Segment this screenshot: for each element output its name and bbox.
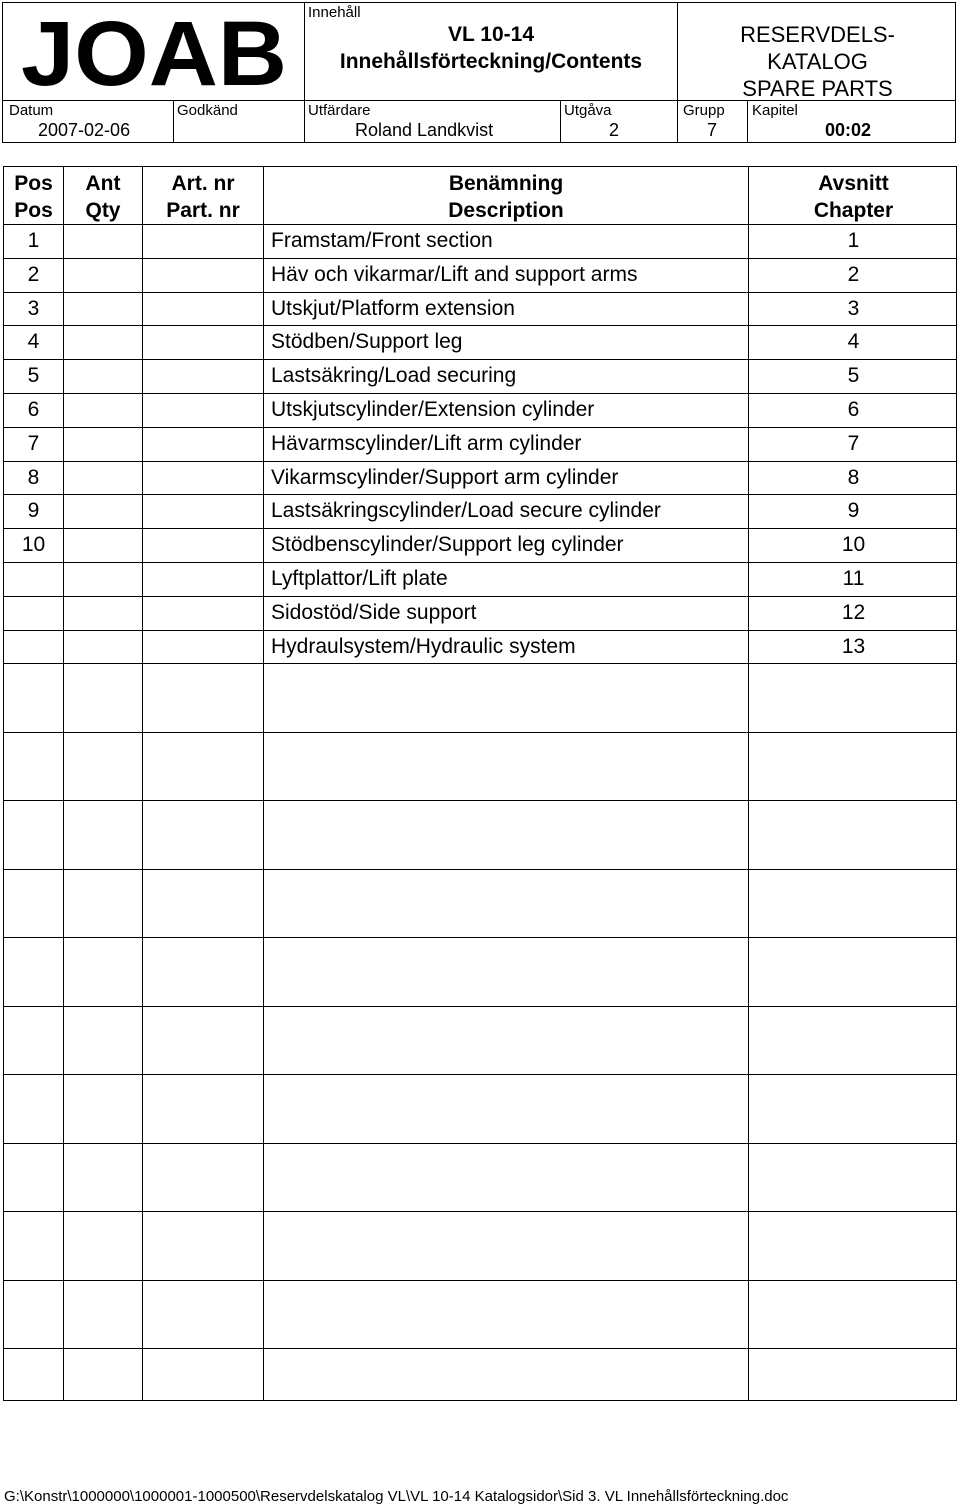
- row-chapter: 13: [841, 634, 866, 658]
- logo-text: JOAB: [21, 13, 287, 91]
- catalog-line1: RESERVDELS-: [740, 22, 895, 47]
- row-chapter: 4: [847, 330, 860, 354]
- row-chapter: 9: [847, 499, 860, 523]
- row-pos: 8: [27, 465, 40, 489]
- header-description: Benämning Description: [448, 172, 564, 222]
- row-chapter: 6: [847, 398, 860, 421]
- row-description: Hävarmscylinder/Lift arm cylinder: [271, 431, 582, 455]
- header-chapter: Avsnitt Chapter: [813, 172, 894, 222]
- row-description: Vikarmscylinder/Support arm cylinder: [271, 465, 619, 489]
- contents-table: [3, 166, 957, 1401]
- empty-row-divider: [4, 1280, 956, 1281]
- row-chapter: 5: [847, 364, 860, 388]
- row-chapter: 10: [841, 533, 866, 557]
- row-description: Lastsäkring/Load securing: [271, 364, 517, 388]
- empty-row-divider: [4, 800, 956, 801]
- utfardare-value: Roland Landkvist: [355, 120, 494, 140]
- row-chapter: 1: [847, 229, 860, 252]
- empty-row-divider: [4, 1211, 956, 1212]
- datum-label: Datum: [9, 102, 54, 119]
- row-description: Stödben/Support leg: [271, 330, 463, 354]
- row-description: Framstam/Front section: [271, 229, 493, 252]
- row-pos: 1: [27, 229, 40, 252]
- row-chapter: 7: [847, 431, 860, 455]
- row-chapter: 2: [847, 262, 860, 286]
- row-description: Stödbenscylinder/Support leg cylinder: [271, 533, 624, 557]
- row-chapter: 8: [847, 465, 860, 489]
- empty-row-divider: [4, 937, 956, 938]
- header-qty: Ant Qty: [85, 172, 121, 222]
- footer-file-path: G:\Konstr\1000000\1000001-1000500\Reservdelskatalog VL\VL 10-14 Katalogsidor\Sid 3. VL Innehållsförteckning.doc: [4, 1488, 789, 1505]
- row-pos: 3: [27, 296, 40, 320]
- innehall-label: Innehåll: [308, 4, 361, 21]
- godkand-label: Godkänd: [177, 102, 238, 119]
- utgava-value: 2: [609, 120, 620, 140]
- empty-row-divider: [4, 1074, 956, 1075]
- row-description: Lastsäkringscylinder/Load secure cylinder: [271, 499, 661, 523]
- row-chapter: 12: [841, 600, 866, 624]
- kapitel-value: 00:02: [825, 120, 872, 140]
- header-pos: Pos Pos: [14, 172, 53, 222]
- empty-row-divider: [4, 869, 956, 870]
- document-header: [2, 2, 956, 143]
- doc-title-line1: VL 10-14: [448, 23, 534, 46]
- row-description: Häv och vikarmar/Lift and support arms: [271, 262, 638, 286]
- catalog-line2: KATALOG: [767, 49, 868, 74]
- row-description: Hydraulsystem/Hydraulic system: [271, 634, 576, 658]
- empty-row-divider: [4, 732, 956, 733]
- row-pos: 5: [27, 364, 40, 388]
- grupp-label: Grupp: [683, 102, 725, 119]
- row-pos: 4: [27, 330, 40, 354]
- row-pos: 6: [27, 398, 40, 421]
- empty-row-divider: [4, 1348, 956, 1349]
- empty-row-divider: [4, 1143, 956, 1144]
- utgava-label: Utgåva: [564, 102, 612, 119]
- joab-logo: [21, 13, 291, 91]
- grupp-value: 7: [707, 120, 718, 140]
- kapitel-label: Kapitel: [752, 102, 798, 119]
- row-pos: 2: [27, 262, 40, 286]
- row-chapter: 11: [842, 567, 865, 590]
- doc-title-line2: Innehållsförteckning/Contents: [339, 50, 643, 73]
- row-description: Utskjutscylinder/Extension cylinder: [271, 398, 595, 421]
- catalog-line3: SPARE PARTS: [742, 76, 893, 101]
- header-part-nr: Art. nr Part. nr: [166, 172, 240, 222]
- row-description: Utskjut/Platform extension: [271, 296, 515, 320]
- row-pos: 7: [27, 431, 40, 455]
- row-description: Sidostöd/Side support: [271, 600, 477, 624]
- row-chapter: 3: [847, 296, 860, 320]
- row-pos: 10: [21, 533, 46, 557]
- row-pos: 9: [27, 499, 40, 523]
- row-description: Lyftplattor/Lift plate: [271, 567, 448, 590]
- empty-row-divider: [4, 1006, 956, 1007]
- datum-value: 2007-02-06: [38, 120, 131, 140]
- utfardare-label: Utfärdare: [308, 102, 371, 119]
